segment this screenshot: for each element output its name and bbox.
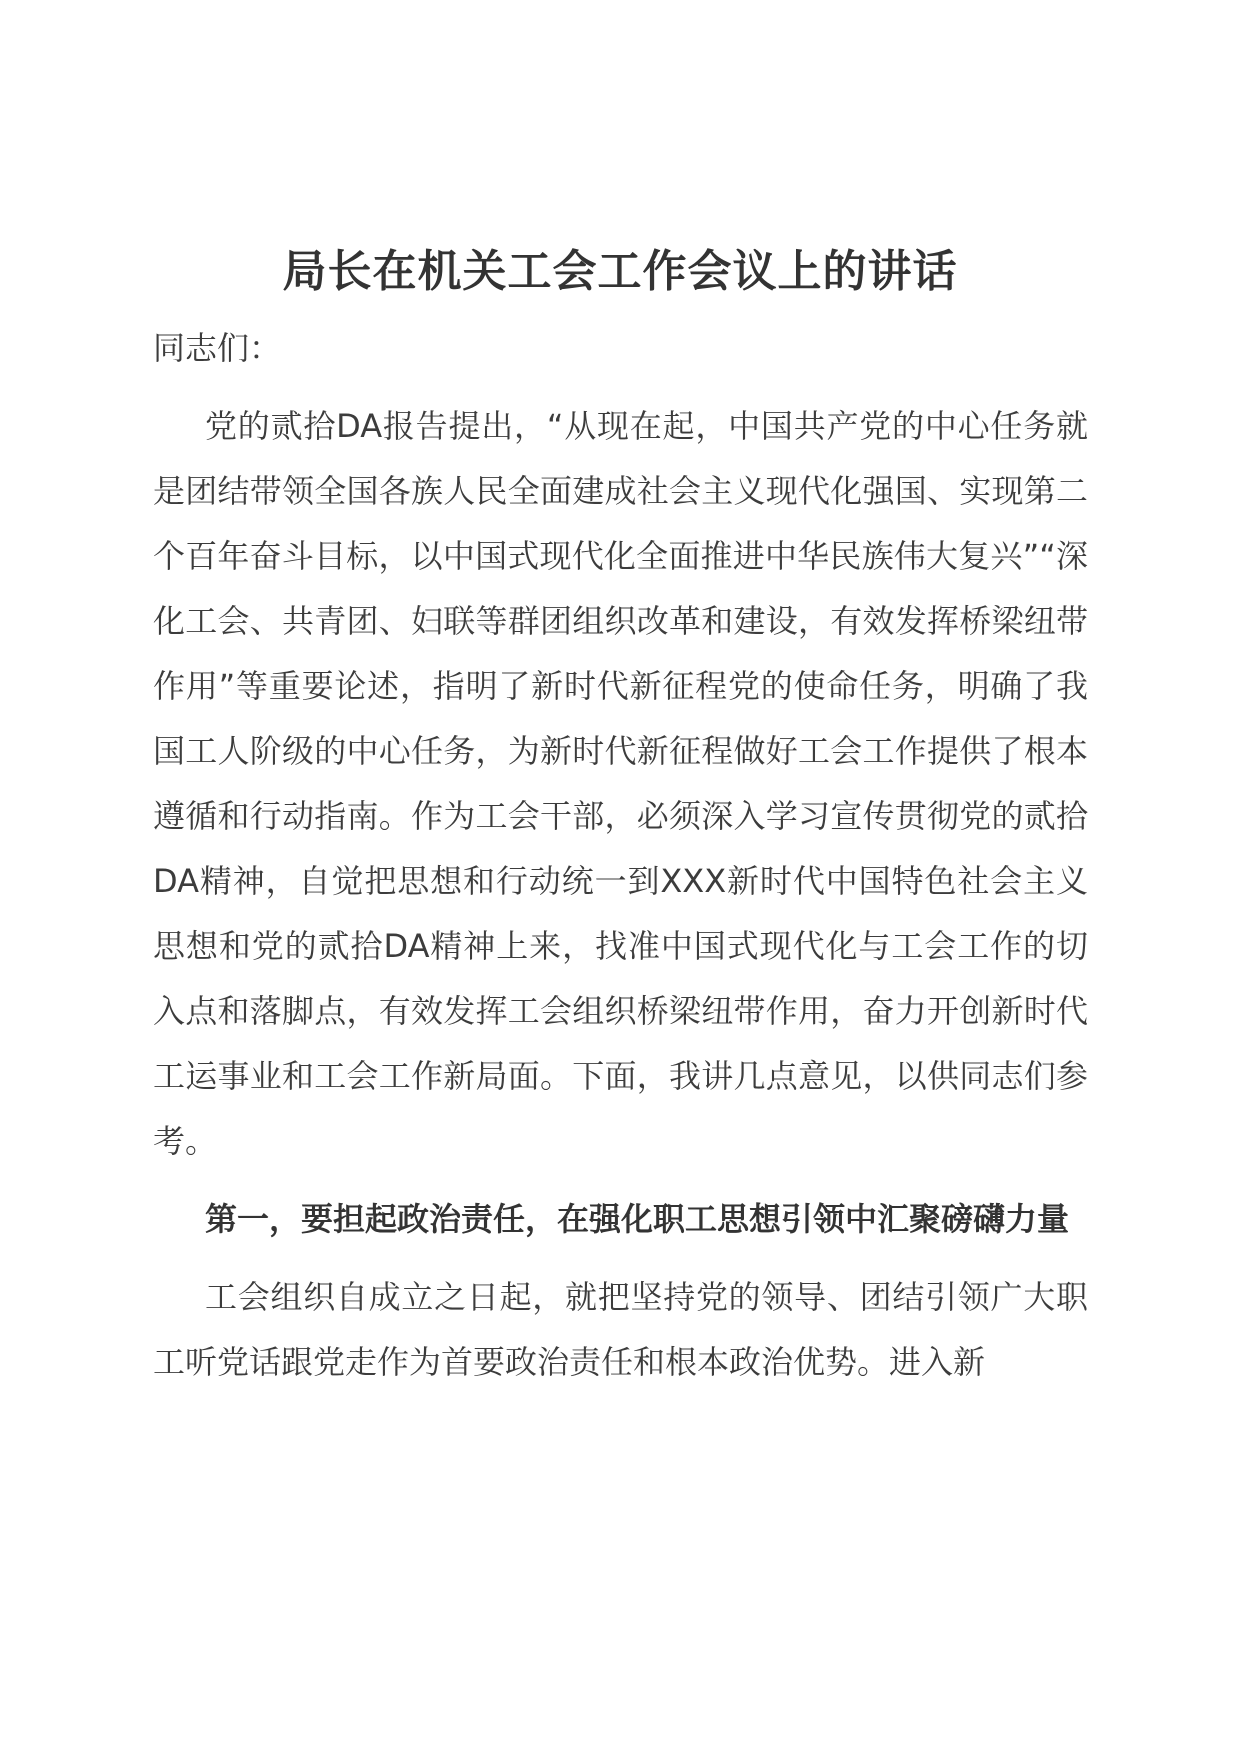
document-body — [153, 316, 1088, 1408]
paragraph-intro: 党的贰拾DA报告提出，“从现在起，中国共产党的中心任务就是团结带领全国各族人民全面建成社会主义现代化强国、实现第二个百年奋斗目标，以中国式现代化全面推进中华民族伟大复兴”“深化工会、共青团、妇联等群团组织改革和建设，有效发挥桥梁纽带作用”等重要论述，指明了新时代新征程党的使命任务，明确了我国工人阶级的中心任务，为新时代新征程做好工会工作提供了根本遵循和行动指南。作为工会干部，必须深入学习宣传贯彻党的贰拾DA精神，自觉把思想和行动统一到XXX新时代中国特色社会主义思想和党的贰拾DA精神上来，找准中国式现代化与工会工作的切入点和落脚点，有效发挥工会组织桥梁纽带作用，奋力开创新时代工运事业和工会工作新局面。下面，我讲几点意见，以供同志们参考。 — [153, 407, 1088, 1160]
greeting: 同志们： — [153, 329, 282, 367]
document-title: 局长在机关工会工作会议上的讲话 — [282, 246, 958, 297]
section-heading-1: 第一，要担起政治责任，在强化职工思想引领中汇聚磅礴力量 — [205, 1200, 1070, 1238]
paragraph-section-1: 工会组织自成立之日起，就把坚持党的领导、团结引领广大职工听党话跟党走作为首要政治责任和根本政治优势。进入新 — [153, 1278, 1088, 1381]
